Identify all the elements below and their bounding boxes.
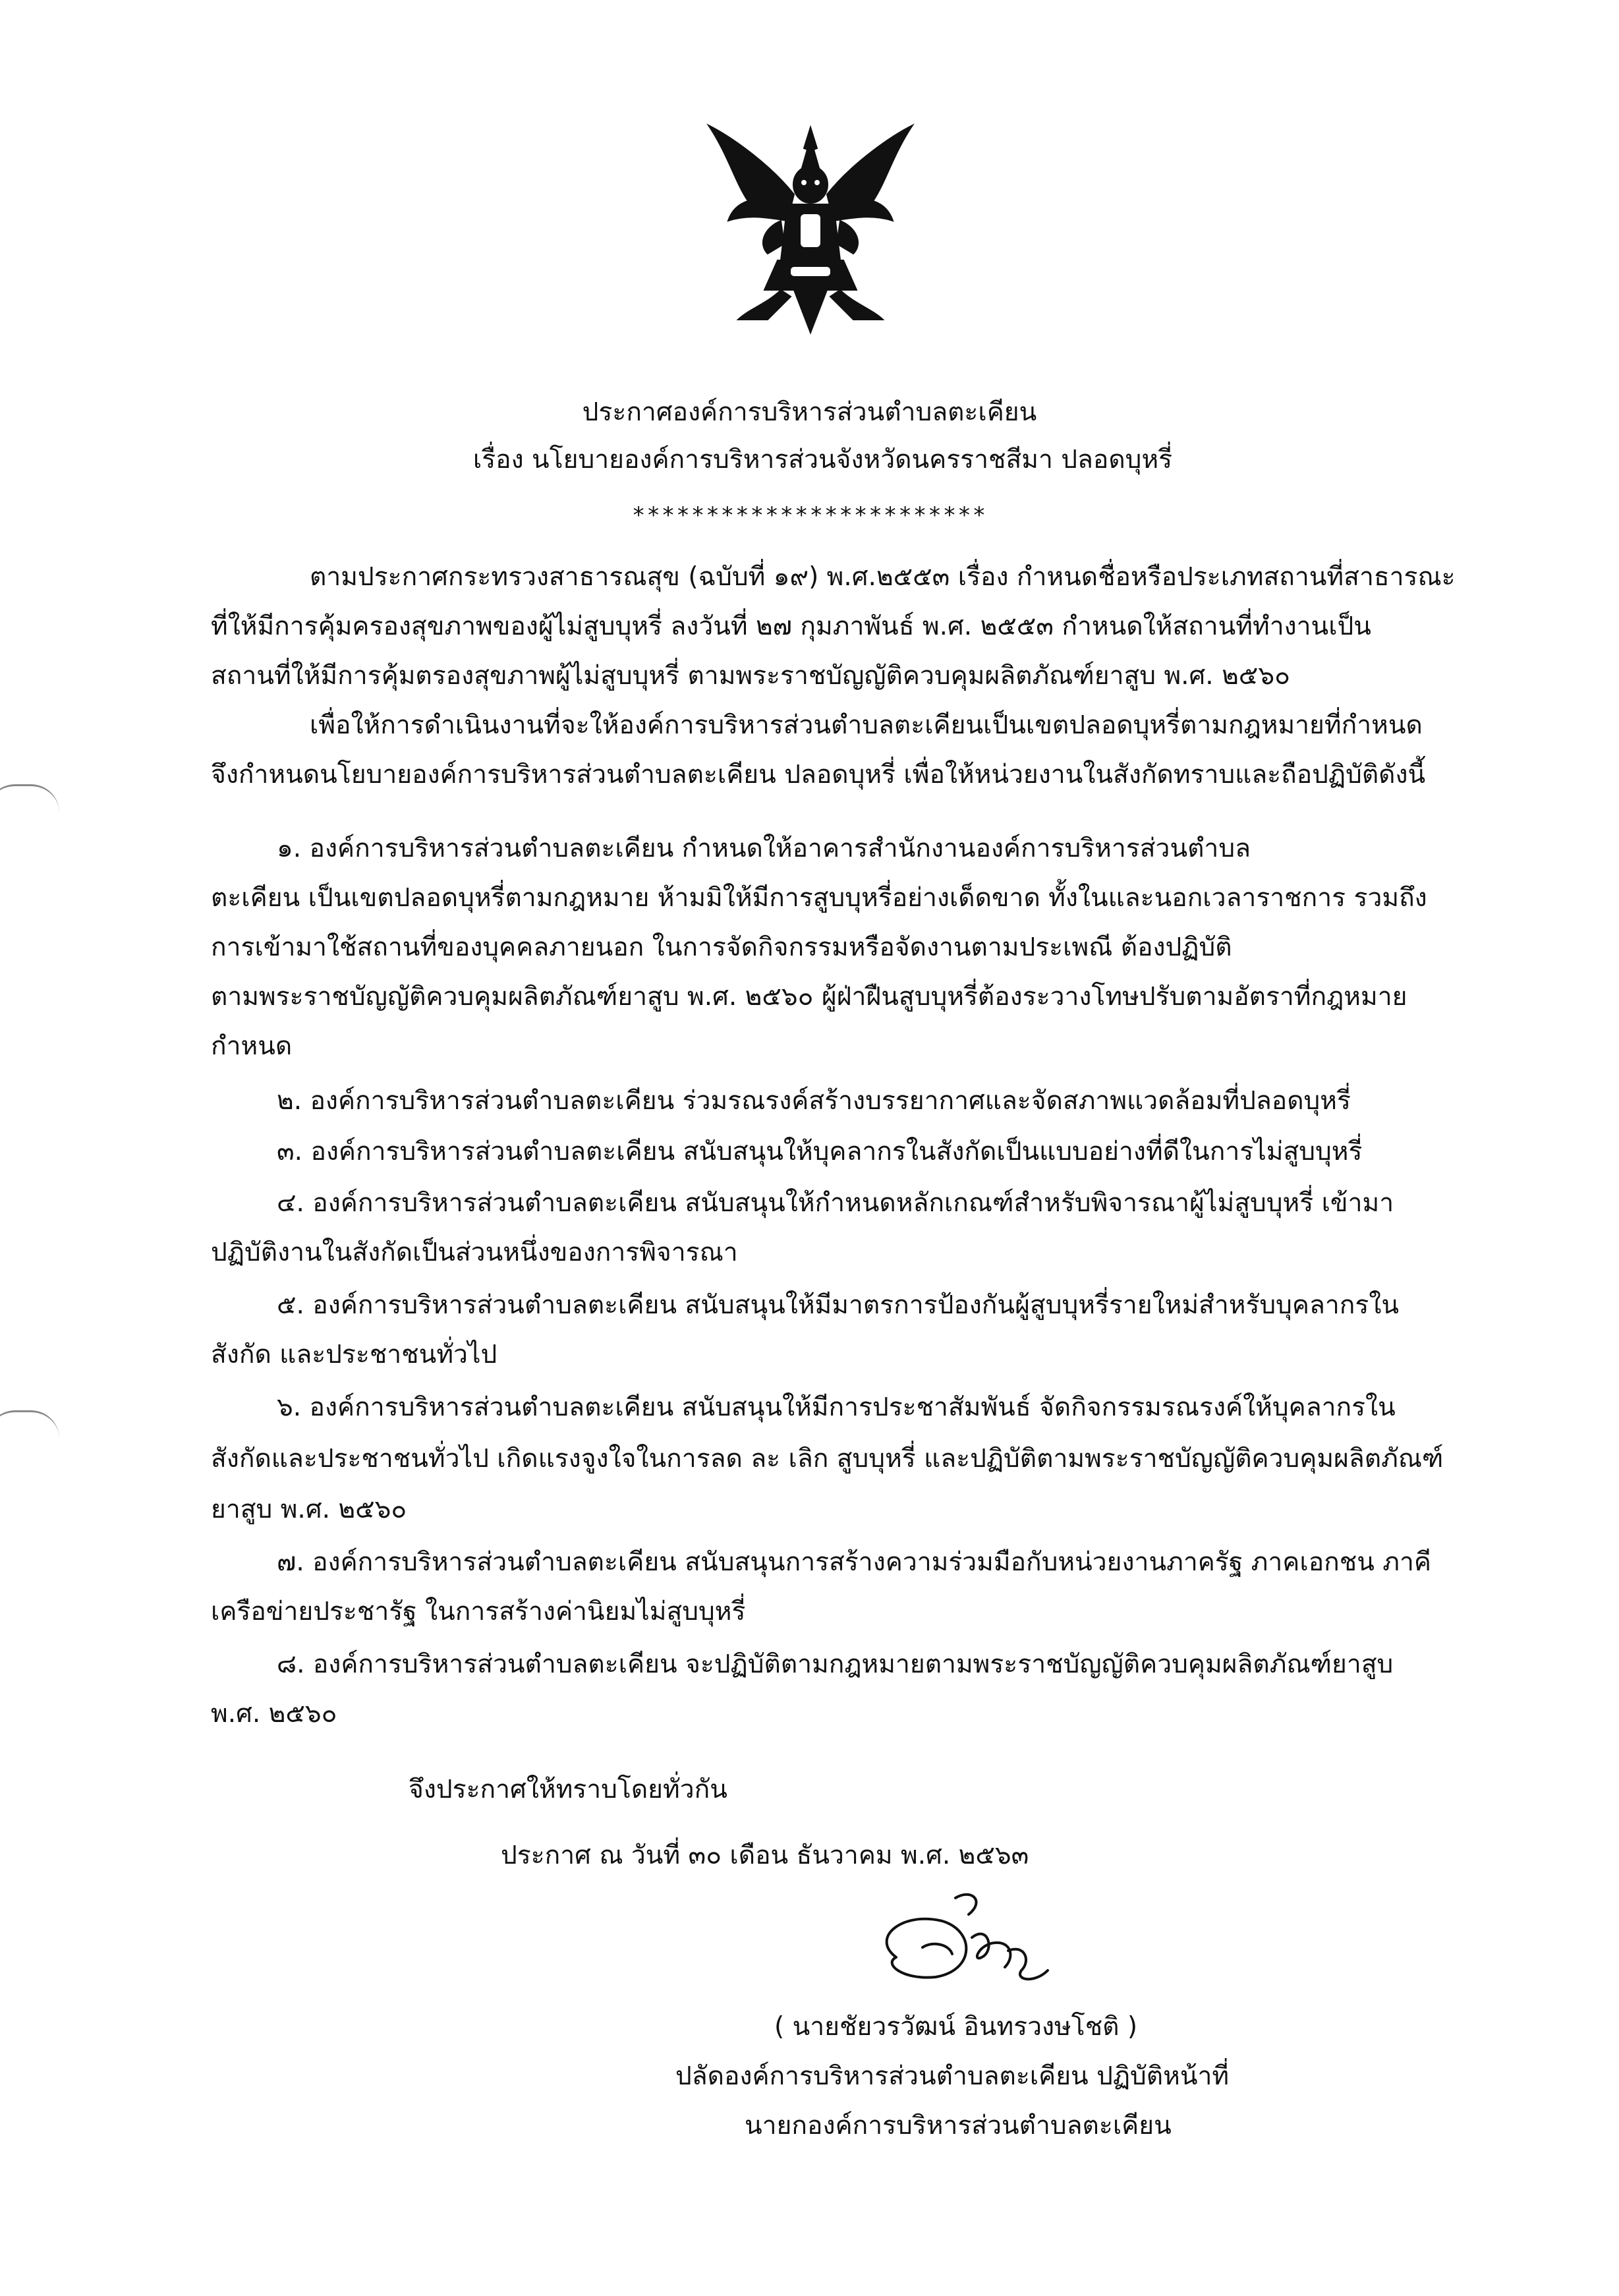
policy-item-line: พ.ศ. ๒๕๖๐ <box>211 1699 337 1729</box>
policy-item-line: ๑. องค์การบริหารส่วนตำบลตะเคียน กำหนดให้อาคารสำนักงานองค์การบริหารส่วนตำบล <box>277 834 1251 863</box>
intro-line: สถานที่ให้มีการคุ้มตรองสุขภาพผู้ไม่สูบบุหรี่ ตามพระราชบัญญัติควบคุมผลิตภัณฑ์ยาสูบ พ.ศ. ๒๕๖๐ <box>211 661 1290 691</box>
policy-item-line: กำหนด <box>211 1031 293 1061</box>
policy-item-line: ๔. องค์การบริหารส่วนตำบลตะเคียน สนับสนุนให้กำหนดหลักเกณฑ์สำหรับพิจารณาผู้ไม่สูบบุหรี่ เข้ามา <box>277 1188 1394 1218</box>
policy-item-line: ปฏิบัติงานในสังกัดเป็นส่วนหนึ่งของการพิจารณา <box>211 1238 738 1267</box>
policy-item-line: ๓. องค์การบริหารส่วนตำบลตะเคียน สนับสนุนให้บุคลากรในสังกัดเป็นแบบอย่างที่ดีในการไม่สูบบุหรี่ <box>277 1137 1363 1166</box>
signer-position: นายกองค์การบริหารส่วนตำบลตะเคียน <box>745 2111 1172 2140</box>
policy-item-line: ๖. องค์การบริหารส่วนตำบลตะเคียน สนับสนุนให้มีการประชาสัมพันธ์ จัดกิจกรรมรณรงค์ให้บุคลากรใน <box>277 1392 1396 1422</box>
signature-icon <box>857 1885 1074 1997</box>
announcement-title: ประกาศองค์การบริหารส่วนตำบลตะเคียน <box>582 397 1037 427</box>
policy-item-line: ๒. องค์การบริหารส่วนตำบลตะเคียน ร่วมรณรงค์สร้างบรรยากาศและจัดสภาพแวดล้อมที่ปลอดบุหรี่ <box>277 1086 1351 1116</box>
intro-line: เพื่อให้การดำเนินงานที่จะให้องค์การบริหารส่วนตำบลตะเคียนเป็นเขตปลอดบุหรี่ตามกฎหมายที่กำหนด <box>310 710 1423 740</box>
garuda-emblem-icon <box>702 122 919 339</box>
intro-line: จึงกำหนดนโยบายองค์การบริหารส่วนตำบลตะเคียน ปลอดบุหรี่ เพื่อให้หน่วยงานในสังกัดทราบและถือปฏิบัติดังนี้ <box>211 760 1426 789</box>
intro-line: ที่ให้มีการคุ้มครองสุขภาพของผู้ไม่สูบบุหรี่ ลงวันที่ ๒๗ กุมภาพันธ์ พ.ศ. ๒๕๕๓ กำหนดให้สถานที่ทำงานเป็น <box>211 612 1371 641</box>
policy-item-line: สังกัดและประชาชนทั่วไป เกิดแรงจูงใจในการลด ละ เลิก สูบบุหรี่ และปฏิบัติตามพระราชบัญญัติควบคุมผลิตภัณฑ์ <box>211 1444 1444 1474</box>
policy-item-line: สังกัด และประชาชนทั่วไป <box>211 1340 497 1369</box>
signer-name: ( นายชัยวรวัฒน์ อินทรวงษโชติ ) <box>774 2012 1138 2042</box>
policy-item-line: ตามพระราชบัญญัติควบคุมผลิตภัณฑ์ยาสูบ พ.ศ. ๒๕๖๐ ผู้ฝ่าฝืนสูบบุหรี่ต้องระวางโทษปรับตามอัตราที่กฎหมาย <box>211 982 1407 1012</box>
policy-item-line: การเข้ามาใช้สถานที่ของบุคคลภายนอก ในการจัดกิจกรรมหรือจัดงานตามประเพณี ต้องปฏิบัติ <box>211 933 1232 962</box>
announcement-subject: เรื่อง นโยบายองค์การบริหารส่วนจังหวัดนครราชสีมา ปลอดบุหรี่ <box>472 445 1173 474</box>
signer-position: ปลัดองค์การบริหารส่วนตำบลตะเคียน ปฏิบัติหน้าที่ <box>675 2061 1230 2091</box>
announcement-date: ประกาศ ณ วันที่ ๓๐ เดือน ธันวาคม พ.ศ. ๒๕๖๓ <box>501 1841 1029 1870</box>
policy-item-line: เครือข่ายประชารัฐ ในการสร้างค่านิยมไม่สูบบุหรี่ <box>211 1597 746 1626</box>
policy-item-line: ยาสูบ พ.ศ. ๒๕๖๐ <box>211 1495 407 1524</box>
separator-line: ************************ <box>631 502 988 529</box>
policy-item-line: ๘. องค์การบริหารส่วนตำบลตะเคียน จะปฏิบัติตามกฎหมายตามพระราชบัญญัติควบคุมผลิตภัณฑ์ยาสูบ <box>277 1650 1394 1679</box>
closing-statement: จึงประกาศให้ทราบโดยทั่วกัน <box>409 1775 727 1804</box>
policy-item-line: ๗. องค์การบริหารส่วนตำบลตะเคียน สนับสนุนการสร้างความร่วมมือกับหน่วยงานภาครัฐ ภาคเอกชน ภาคี <box>277 1547 1431 1577</box>
policy-item-line: ตะเคียน เป็นเขตปลอดบุหรี่ตามกฎหมาย ห้ามมิให้มีการสูบบุหรี่อย่างเด็ดขาด ทั้งในและนอกเวลาราชการ รวมถึง <box>211 883 1427 913</box>
policy-item-line: ๕. องค์การบริหารส่วนตำบลตะเคียน สนับสนุนให้มีมาตรการป้องกันผู้สูบบุหรี่รายใหม่สำหรับบุคลากรใน <box>277 1290 1400 1320</box>
punch-hole-mark <box>0 1410 59 1439</box>
intro-line: ตามประกาศกระทรวงสาธารณสุข (ฉบับที่ ๑๙) พ.ศ.๒๕๕๓ เรื่อง กำหนดชื่อหรือประเภทสถานที่สาธารณะ <box>310 562 1456 592</box>
punch-hole-mark <box>0 784 59 813</box>
